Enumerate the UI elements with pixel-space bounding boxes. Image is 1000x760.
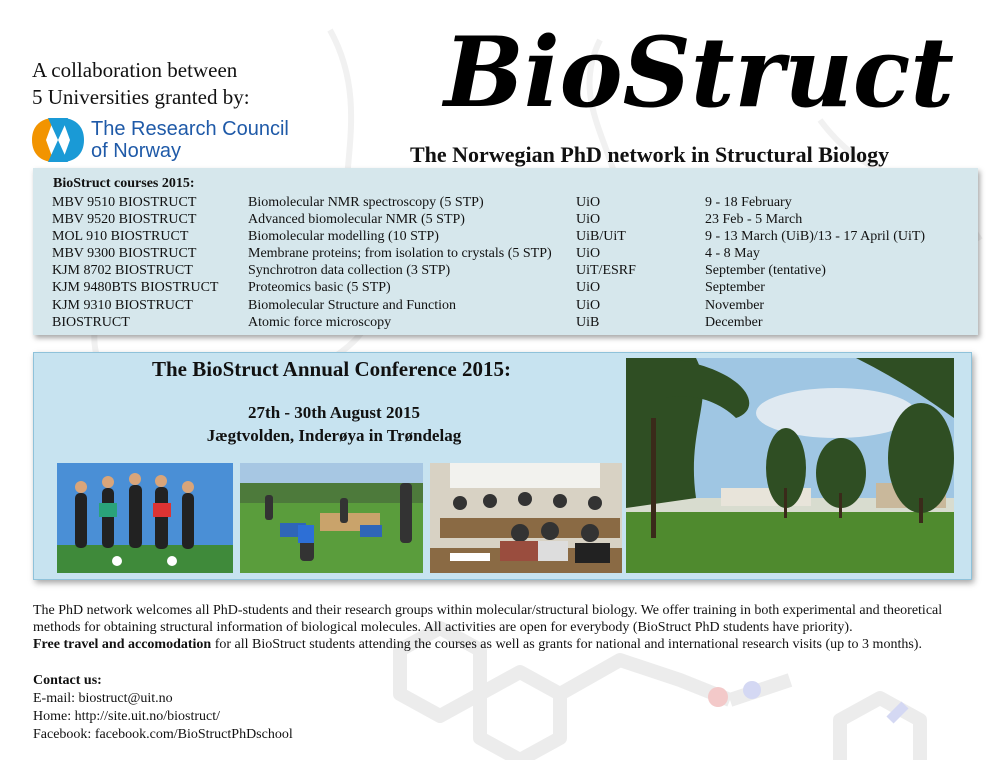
- network-description: [33, 602, 988, 653]
- course-row: [33, 297, 978, 314]
- course-university: UiO: [576, 280, 601, 295]
- biostruct-logo: [440, 8, 960, 148]
- course-code: BIOSTRUCT: [52, 315, 130, 330]
- course-code: MOL 910 BIOSTRUCT: [52, 229, 189, 244]
- course-row: [33, 228, 978, 245]
- contact-heading: Contact us:: [33, 673, 102, 688]
- course-row: [33, 211, 978, 228]
- collaboration-line-1: A collaboration between: [32, 58, 238, 82]
- funder-line-2: of Norway: [91, 140, 182, 162]
- course-university: UiO: [576, 212, 601, 227]
- course-code: MBV 9300 BIOSTRUCT: [52, 246, 197, 261]
- conference-dates: 27th - 30th August 2015: [248, 403, 420, 422]
- course-name: Proteomics basic (5 STP): [248, 280, 391, 295]
- course-row: [33, 194, 978, 211]
- course-code: MBV 9510 BIOSTRUCT: [52, 195, 197, 210]
- course-dates: September (tentative): [705, 263, 826, 278]
- description-paragraph: The PhD network welcomes all PhD-students and their research groups within molecular/structural biology. We offer training in both experimental and theoretical methods for obtaining structural information of biological molecules. All activities are open for everybody (BioStruct PhD students have priority).: [33, 603, 943, 635]
- conference-title: The BioStruct Annual Conference 2015:: [152, 357, 511, 381]
- photo-group-outdoors: [57, 463, 233, 573]
- course-dates: 9 - 13 March (UiB)/13 - 17 April (UiT): [705, 229, 926, 244]
- course-name: Atomic force microscopy: [248, 315, 392, 330]
- course-dates: 9 - 18 February: [705, 195, 792, 210]
- course-name: Synchrotron data collection (3 STP): [248, 263, 451, 278]
- research-council-logo: [30, 115, 290, 165]
- photo-outdoor-activity: [240, 463, 423, 573]
- course-code: KJM 9480BTS BIOSTRUCT: [52, 280, 219, 295]
- course-dates: September: [705, 280, 765, 295]
- course-dates: 4 - 8 May: [705, 246, 760, 261]
- course-university: UiT/ESRF: [576, 263, 636, 278]
- photo-classroom: [430, 463, 622, 573]
- contact-email[interactable]: E-mail: biostruct@uit.no: [33, 691, 173, 706]
- free-travel-bold: Free travel and accomodation: [33, 637, 212, 652]
- course-university: UiB: [576, 315, 600, 330]
- course-dates: 23 Feb - 5 March: [705, 212, 803, 227]
- contact-facebook[interactable]: Facebook: facebook.com/BioStructPhDschool: [33, 727, 293, 742]
- course-row: [33, 279, 978, 296]
- contact-section: [33, 672, 293, 744]
- course-dates: December: [705, 315, 763, 330]
- course-code: KJM 8702 BIOSTRUCT: [52, 263, 193, 278]
- course-name: Biomolecular Structure and Function: [248, 298, 457, 313]
- course-university: UiO: [576, 195, 601, 210]
- photo-venue-landscape: [626, 358, 954, 573]
- biostruct-wordmark: [440, 8, 960, 148]
- course-row: [33, 245, 978, 262]
- network-subtitle: The Norwegian PhD network in Structural Biology: [410, 142, 890, 167]
- course-code: MBV 9520 BIOSTRUCT: [52, 212, 197, 227]
- free-travel-paragraph: [33, 636, 988, 653]
- course-name: Biomolecular modelling (10 STP): [248, 229, 439, 244]
- collaboration-line-2: 5 Universities granted by:: [32, 85, 250, 109]
- courses-panel: [33, 168, 978, 335]
- contact-home[interactable]: Home: http://site.uit.no/biostruct/: [33, 709, 221, 724]
- course-row: [33, 314, 978, 331]
- biostruct-wordmark-text: BioStruct: [441, 16, 955, 129]
- courses-title: BioStruct courses 2015:: [53, 176, 195, 191]
- course-code: KJM 9310 BIOSTRUCT: [52, 298, 193, 313]
- course-name: Advanced biomolecular NMR (5 STP): [248, 212, 465, 227]
- funder-line-1: The Research Council: [91, 118, 289, 140]
- research-council-name: [91, 118, 289, 162]
- course-university: UiO: [576, 298, 601, 313]
- course-university: UiB/UiT: [576, 229, 626, 244]
- conference-panel: [33, 352, 972, 580]
- conference-location: Jægtvolden, Inderøya in Trøndelag: [206, 426, 462, 445]
- course-row: [33, 262, 978, 279]
- course-name: Biomolecular NMR spectroscopy (5 STP): [248, 195, 484, 210]
- course-dates: November: [705, 298, 765, 313]
- free-travel-rest: for all BioStruct students attending the courses as well as grants for national and international research visits (up to 3 months).: [211, 637, 922, 652]
- course-university: UiO: [576, 246, 601, 261]
- collaboration-statement: [32, 57, 250, 111]
- course-name: Membrane proteins; from isolation to crystals (5 STP): [248, 246, 552, 261]
- research-council-emblem-icon: [30, 115, 86, 165]
